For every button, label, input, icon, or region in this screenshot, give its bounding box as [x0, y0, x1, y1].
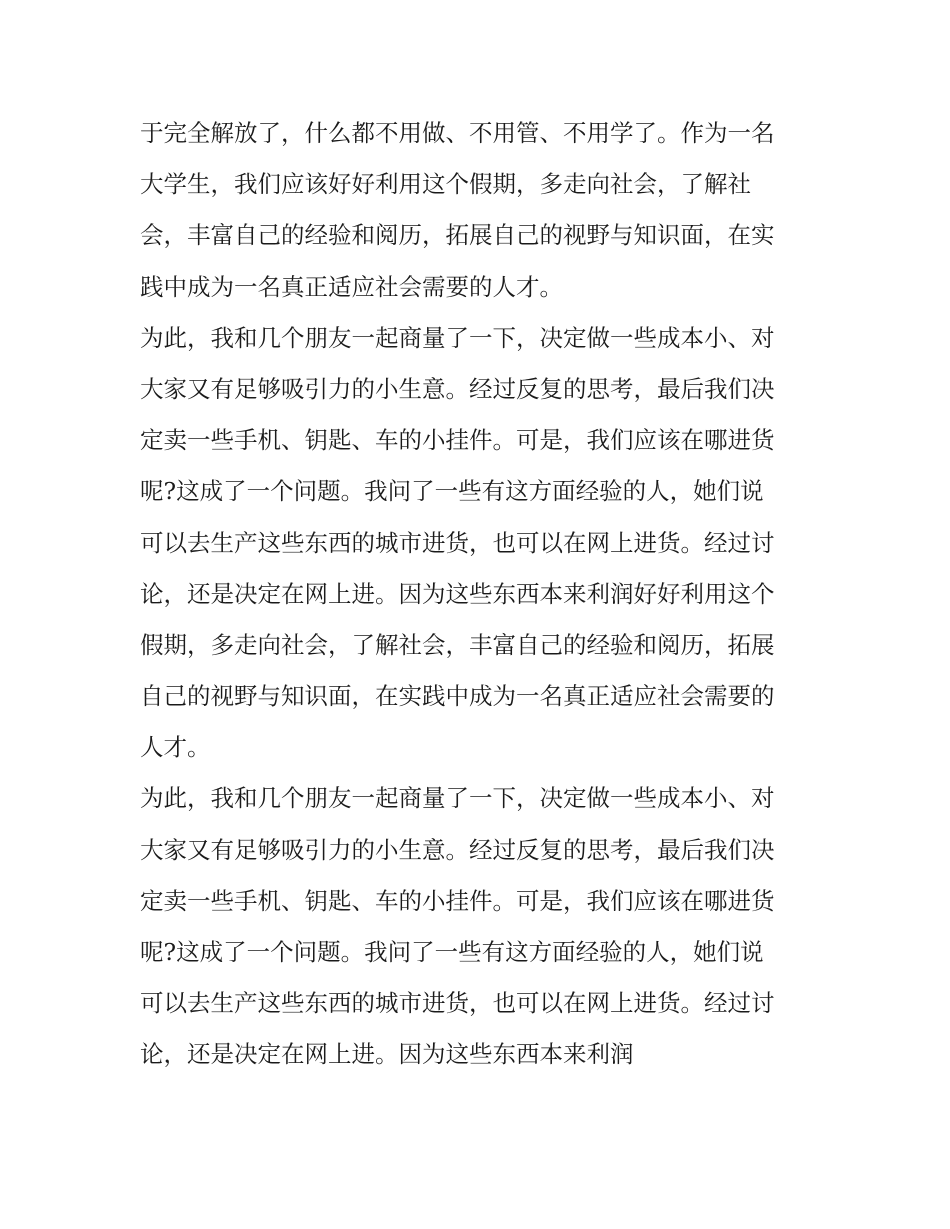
text-line: 可以去生产这些东西的城市进货，也可以在网上进货。经过讨 [140, 528, 775, 557]
text-line: 呢?这成了一个问题。我问了一些有这方面经验的人，她们说 [140, 938, 764, 966]
text-line: 为此，我和几个朋友一起商量了一下，决定做一些成本小、对 [140, 323, 775, 352]
text-line: 为此，我和几个朋友一起商量了一下，决定做一些成本小、对 [140, 784, 775, 813]
text-line: 假期，多走向社会，了解社会，丰富自己的经验和阅历，拓展 [140, 630, 775, 659]
text-line: 可以去生产这些东西的城市进货，也可以在网上进货。经过讨 [140, 989, 775, 1018]
text-line: 会，丰富自己的经验和阅历，拓展自己的视野与知识面，在实 [140, 221, 775, 250]
document-body [140, 108, 820, 1081]
text-line: 定卖一些手机、钥匙、车的小挂件。可是，我们应该在哪进货 [140, 426, 775, 455]
text-line: 大家又有足够吸引力的小生意。经过反复的思考，最后我们决 [140, 374, 775, 403]
text-line: 定卖一些手机、钥匙、车的小挂件。可是，我们应该在哪进货 [140, 886, 775, 915]
text-line: 大家又有足够吸引力的小生意。经过反复的思考，最后我们决 [140, 835, 775, 864]
text-line: 大学生，我们应该好好利用这个假期，多走向社会，了解社 [140, 170, 751, 199]
text-line: 于完全解放了，什么都不用做、不用管、不用学了。作为一名 [140, 119, 775, 147]
text-line: 自己的视野与知识面，在实践中成为一名真正适应社会需要的 [140, 682, 775, 711]
text-line: 呢?这成了一个问题。我问了一些有这方面经验的人，她们说 [140, 477, 764, 506]
text-line: 践中成为一名真正适应社会需要的人才。 [140, 272, 563, 301]
text-line: 论，还是决定在网上进。因为这些东西本来利润 [140, 1040, 634, 1069]
text-line: 论，还是决定在网上进。因为这些东西本来利润好好利用这个 [140, 579, 775, 608]
text-line: 人才。 [140, 733, 211, 762]
